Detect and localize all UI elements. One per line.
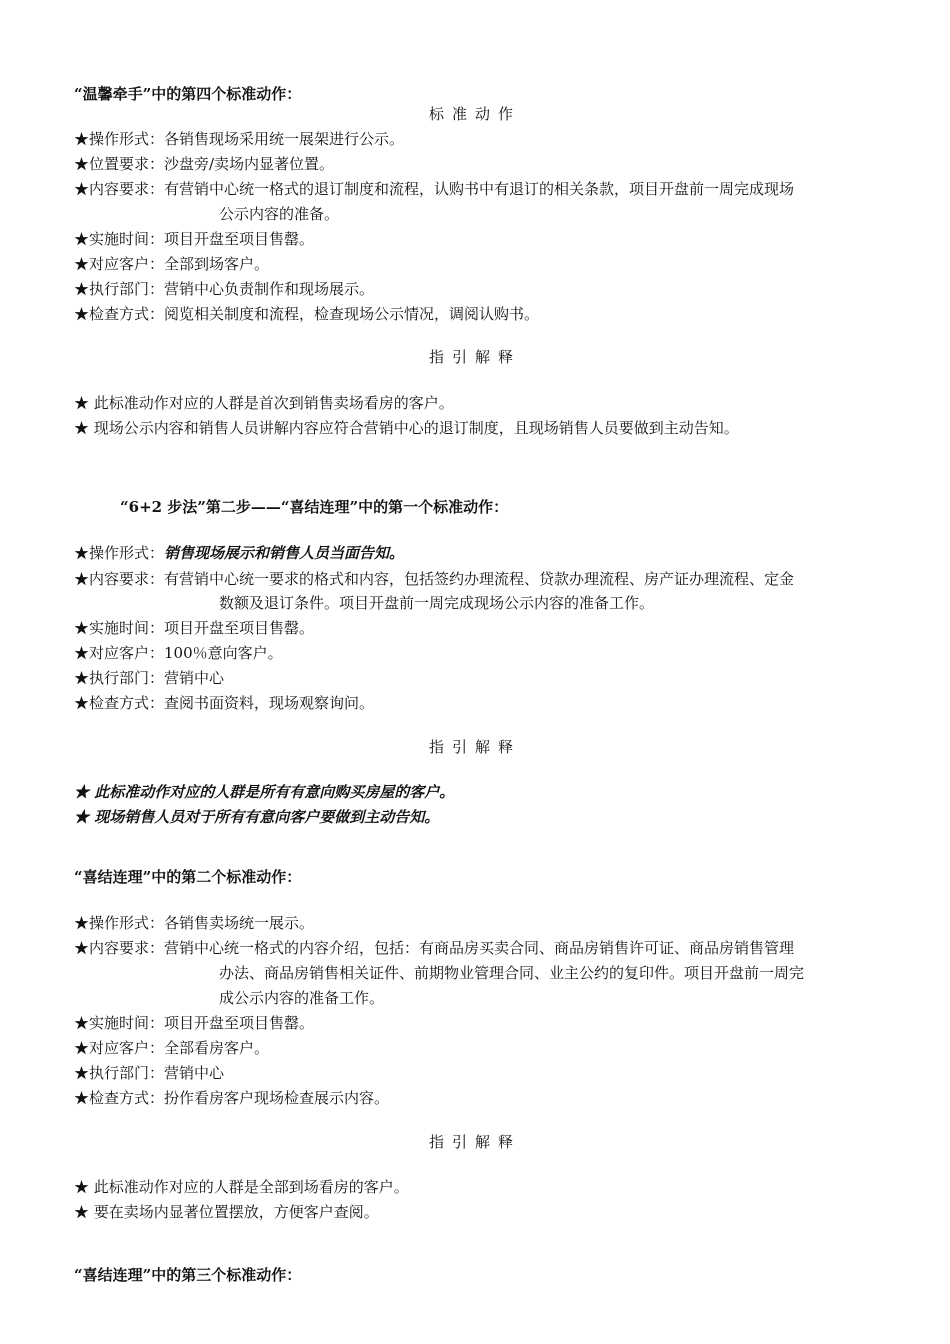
section-heading: “喜结连理”中的第三个标准动作： (74, 1266, 302, 1284)
list-item: ★执行部门：营销中心 (74, 669, 225, 687)
section-heading: “喜结连理”中的第二个标准动作： (74, 868, 302, 886)
list-item: ★实施时间：项目开盘至项目售罄。 (74, 230, 315, 248)
list-item: ★执行部门：营销中心 (74, 1064, 225, 1082)
guide-title: 指引解释 (428, 1133, 521, 1151)
list-item: ★执行部门：营销中心负责制作和现场展示。 (74, 280, 375, 298)
list-item-continuation: 数额及退订条件。项目开盘前一周完成现场公示内容的准备工作。 (219, 594, 655, 612)
list-item-value: 销售现场展示和销售人员当面告知。 (164, 544, 405, 562)
guide-title: 指引解释 (428, 738, 521, 756)
list-item: ★对应客户：全部到场客户。 (74, 255, 270, 273)
list-item-label: ★操作形式： (74, 544, 165, 562)
list-item: ★内容要求：有营销中心统一格式的退订制度和流程，认购书中有退订的相关条款，项目开盘前一周完成现场 (74, 180, 795, 198)
list-item-continuation: 办法、商品房销售相关证件、前期物业管理合同、业主公约的复印件。项目开盘前一周完 (219, 964, 805, 982)
list-item: ★对应客户：100％意向客户。 (74, 644, 283, 662)
list-item: ★操作形式：各销售卖场统一展示。 (74, 914, 315, 932)
standard-action-title: 标准动作 (428, 105, 521, 123)
list-item: ★操作形式：各销售现场采用统一展架进行公示。 (74, 130, 405, 148)
guide-item: ★ 此标准动作对应的人群是首次到销售卖场看房的客户。 (74, 394, 454, 412)
list-item (74, 543, 404, 563)
list-item-continuation: 成公示内容的准备工作。 (219, 989, 385, 1007)
guide-item: ★ 现场销售人员对于所有有意向客户要做到主动告知。 (74, 808, 440, 826)
guide-item: ★ 此标准动作对应的人群是所有有意向购买房屋的客户。 (74, 783, 455, 801)
list-item-continuation: 公示内容的准备。 (219, 205, 340, 223)
guide-item: ★ 要在卖场内显著位置摆放，方便客户查阅。 (74, 1203, 379, 1221)
list-item: ★位置要求：沙盘旁/卖场内显著位置。 (74, 155, 335, 173)
list-item: ★实施时间：项目开盘至项目售罄。 (74, 1014, 315, 1032)
guide-item: ★ 此标准动作对应的人群是全部到场看房的客户。 (74, 1178, 409, 1196)
list-item: ★对应客户：全部看房客户。 (74, 1039, 270, 1057)
section-heading: “6+2 步法”第二步——“喜结连理”中的第一个标准动作： (120, 498, 509, 516)
guide-item: ★ 现场公示内容和销售人员讲解内容应符合营销中心的退订制度，且现场销售人员要做到主动告知。 (74, 419, 739, 437)
list-item: ★检查方式：阅览相关制度和流程，检查现场公示情况，调阅认购书。 (74, 305, 540, 323)
list-item: ★内容要求：营销中心统一格式的内容介绍，包括：有商品房买卖合同、商品房销售许可证、商品房销售管理 (74, 939, 795, 957)
list-item: ★内容要求：有营销中心统一要求的格式和内容，包括签约办理流程、贷款办理流程、房产证办理流程、定金 (74, 570, 795, 588)
list-item: ★检查方式：扮作看房客户现场检查展示内容。 (74, 1089, 390, 1107)
section-heading: “温馨牵手”中的第四个标准动作： (74, 85, 302, 103)
list-item: ★检查方式：查阅书面资料，现场观察询问。 (74, 694, 375, 712)
guide-title: 指引解释 (428, 348, 521, 366)
list-item: ★实施时间：项目开盘至项目售罄。 (74, 619, 315, 637)
